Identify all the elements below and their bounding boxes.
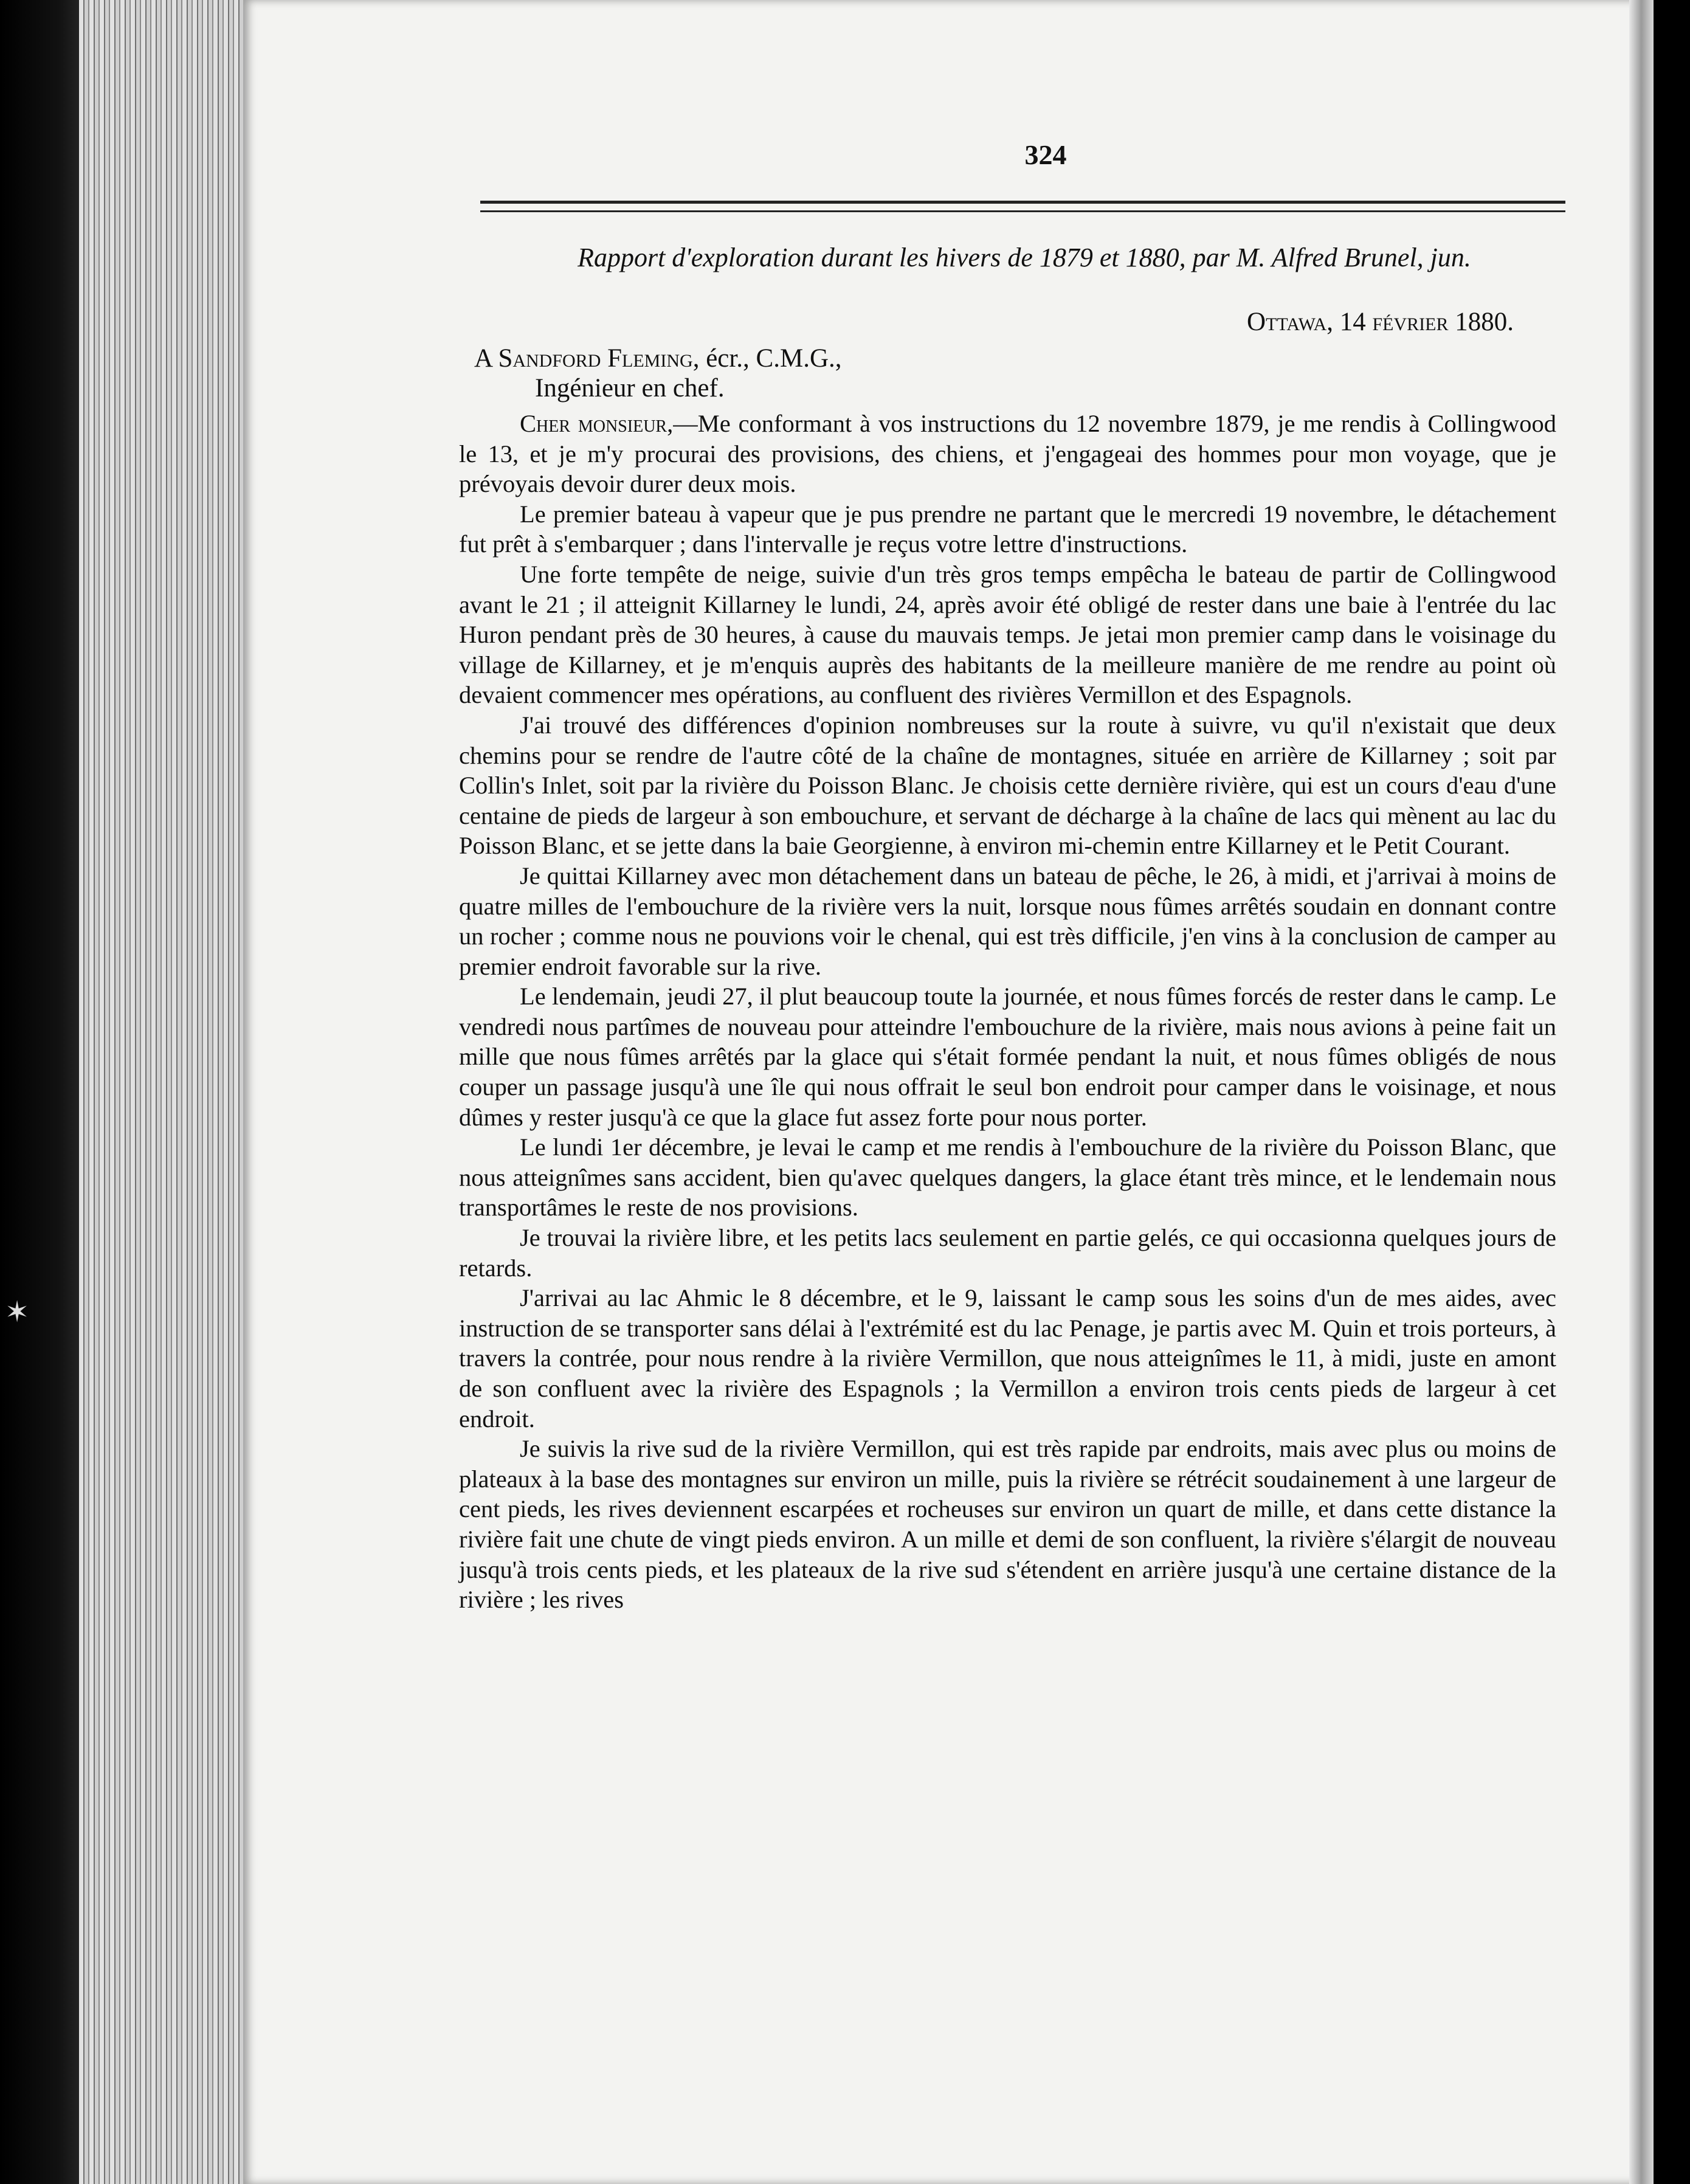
- right-margin-dark: [1654, 0, 1690, 2184]
- paragraph: J'arrivai au lac Ahmic le 8 décembre, et le 9, laissant le camp sous les soins d'un de mes aides, avec instruction de se transporter sans délai à l'extrémité est du lac Penage, je partis avec M. Quin et trois porteurs, à travers la contrée, pour nous rendre à la rivière Vermillon, que nous atteignîmes le 11, à midi, juste en amont de son confluent avec la rivière des Espagnols ; la Vermillon a environ trois cents pieds de largeur à cet endroit.: [459, 1284, 1556, 1432]
- paragraph-text: —Me conformant à vos instructions du 12 novembre 1879, je me rendis à Collingwood le 13, et je m'y procurai des provisions, des chiens, et j'engageai des hommes pour mon voyage, que je prévoyais devoir durer deux mois.: [459, 410, 1557, 498]
- paragraph: Le lundi 1er décembre, je levai le camp et me rendis à l'embouchure de la rivière du Poisson Blanc, que nous atteignîmes sans accident, bien qu'avec quelques dangers, la glace étant très mince, et le lendemain nous transportâmes le reste de nos provisions.: [459, 1133, 1556, 1222]
- paragraph: Je quittai Killarney avec mon détachement dans un bateau de pêche, le 26, à midi, et j'arrivai à moins de quatre milles de l'embouchure de la rivière vers la nuit, lorsque nous fûmes arrêtés soudain en donnant contre un rocher ; comme nous ne pouvions voir le chenal, qui est très difficile, j'en vins à la conclusion de camper au premier endroit favorable sur la rive.: [459, 862, 1556, 980]
- addressee-suffix: , écr., C.M.G.,: [692, 344, 842, 373]
- addressee: [474, 344, 842, 373]
- page-number: 324: [1024, 139, 1067, 170]
- scan-speck: ✶: [5, 1296, 30, 1329]
- paragraph: Le lendemain, jeudi 27, il plut beaucoup toute la journée, et nous fûmes forcés de rester dans le camp. Le vendredi nous partîmes de nouveau pour atteindre l'embouchure de la rivière, mais nous avions à peine fait un mille que nous fûmes arrêtés par la glace qui s'était formée pendant la nuit, et nous fûmes obligés de nous couper un passage jusqu'à une île qui nous offrait le seul bon endroit pour camper dans le voisinage, et nous dûmes y rester jusqu'à ce que la glace fut assez forte pour nous porter.: [459, 983, 1556, 1131]
- paragraph: Une forte tempête de neige, suivie d'un très gros temps empêcha le bateau de partir de Collingwood avant le 21 ; il atteignit Killarney le lundi, 24, après avoir été obligé de rester dans une baie à l'entrée du lac Huron pendant près de 30 heures, à cause du mauvais temps. Je jetai mon premier camp dans le voisinage du village de Killarney, et je m'enquis auprès des habitants de la meilleure manière de me rendre au point où devaient commencer mes opérations, au confluent des rivières Vermillon et des Espagnols.: [459, 560, 1556, 709]
- report-title: Rapport d'exploration durant les hivers de 1879 et 1880, par M. Alfred Brunel, jun.: [578, 243, 1471, 272]
- paragraph: Je suivis la rive sud de la rivière Vermillon, qui est très rapide par endroits, mais avec plus ou moins de plateaux à la base des montagnes sur environ un mille, puis la rivière se rétrécit soudainement à une largeur de cent pieds, les rives deviennent escarpées et rocheuses sur environ un quart de mille, et dans cette distance la rivière fait une chute de vingt pieds environ. A un mille et demi de son confluent, la rivière s'élargit de nouveau jusqu'à trois cents pieds, et les plateaux de la rive sud s'étendent en arrière jusqu'à une certaine distance de la rivière ; les rives: [459, 1435, 1556, 1614]
- place-date: Ottawa, 14 février 1880.: [1247, 308, 1514, 336]
- paragraph: J'ai trouvé des différences d'opinion nombreuses sur la route à suivre, vu qu'il n'existait que deux chemins pour se rendre de l'autre côté de la chaîne de montagnes, située en arrière de Killarney ; soit par Collin's Inlet, soit par la rivière du Poisson Blanc. Je choisis cette dernière rivière, qui est un cours d'eau d'une centaine de pieds de largeur à son embouchure, et servant de décharge à la chaîne de lacs qui mènent au lac du Poisson Blanc, et se jette dans la baie Georgienne, à environ mi-chemin entre Killarney et le Petit Courant.: [459, 711, 1556, 860]
- paragraph: Le premier bateau à vapeur que je pus prendre ne partant que le mercredi 19 novembre, le détachement fut prêt à s'embarquer ; dans l'intervalle je reçus votre lettre d'instructions.: [459, 500, 1556, 558]
- right-page-edge: [1629, 0, 1654, 2184]
- header-rule-thin: [480, 210, 1565, 212]
- paragraph: Je trouvai la rivière libre, et les petits lacs seulement en partie gelés, ce qui occasionna quelques jours de retards.: [459, 1224, 1556, 1282]
- addressee-name: Sandford Fleming: [498, 344, 693, 373]
- paragraph: [459, 409, 1556, 499]
- addressee-prefix: A: [474, 344, 498, 373]
- page-edges: [79, 0, 261, 2184]
- salutation: Cher monsieur,: [520, 410, 674, 437]
- header-rule-thick: [480, 201, 1565, 204]
- letter-body: [459, 409, 1556, 1615]
- addressee-title: Ingénieur en chef.: [535, 374, 725, 403]
